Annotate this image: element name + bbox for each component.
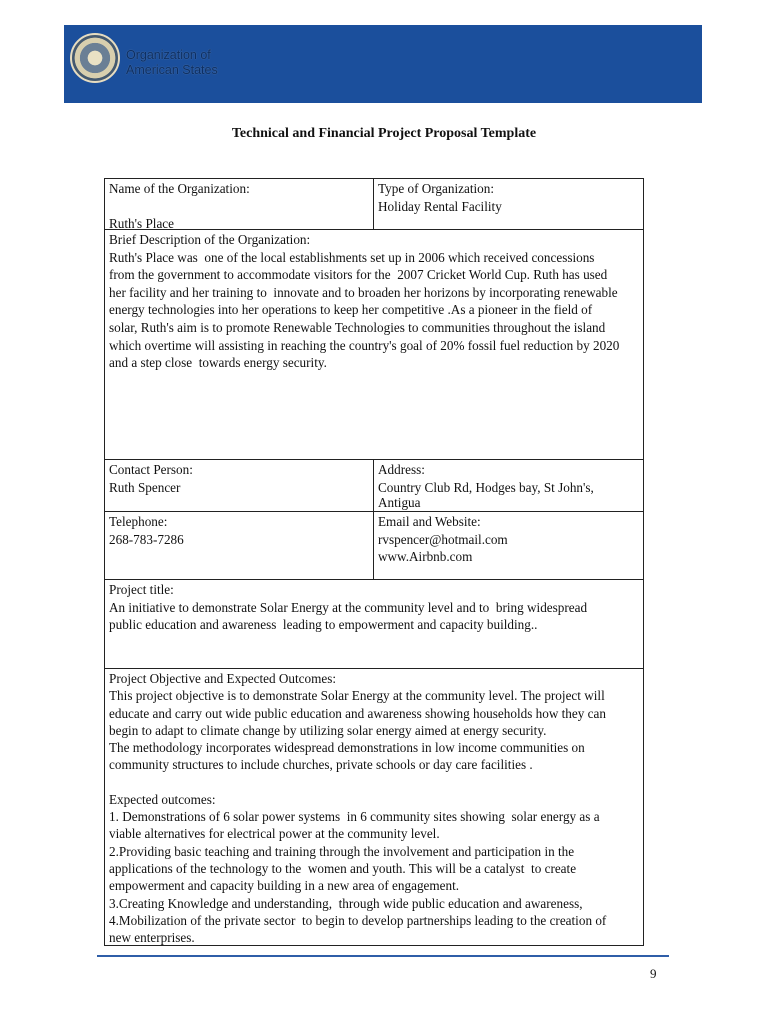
oas-seal-icon — [70, 33, 120, 83]
project-title-cell — [104, 579, 644, 669]
email-value: rvspencer@hotmail.com — [378, 531, 508, 547]
telephone-value: 268-783-7286 — [109, 531, 184, 547]
project-title-label: Project title: — [109, 582, 174, 597]
address-cell — [373, 459, 644, 512]
objective-label: Project Objective and Expected Outcomes: — [109, 671, 337, 686]
website-value: www.Airbnb.com — [378, 549, 473, 565]
telephone-label: Telephone: — [109, 514, 168, 529]
org-type-value: Holiday Rental Facility — [378, 198, 502, 214]
objective-line: This project objective is to demonstrate Solar Energy at the community level. The project will — [109, 688, 605, 704]
footer-divider — [97, 955, 669, 957]
org-name-cell — [104, 178, 374, 230]
objective-line: community structures to include churches, private schools or day care facilities . — [109, 757, 533, 773]
objective-line: 2.Providing basic teaching and training through the involvement and participation in the — [109, 843, 575, 859]
objective-line: viable alternatives for electrical power at the community level. — [109, 826, 440, 842]
org-type-label: Type of Organization: — [378, 181, 495, 196]
objective-line: 1. Demonstrations of 6 solar power systems in 6 community sites showing solar energy as a — [109, 809, 600, 825]
description-label: Brief Description of the Organization: — [109, 232, 311, 247]
objective-cell — [104, 668, 644, 946]
organization-logo-text — [126, 48, 218, 78]
objective-line: 3.Creating Knowledge and understanding, through wide public education and awareness, — [109, 895, 583, 911]
description-line: her facility and her training to innovate and to broaden her horizons by incorporating renewable — [109, 284, 618, 300]
address-line: Antigua — [378, 495, 421, 511]
objective-line: educate and carry out wide public education and awareness showing households how they can — [109, 705, 606, 721]
page-number: 9 — [650, 966, 657, 981]
description-line: solar, Ruth's aim is to promote Renewable Technologies to communities throughout the island — [109, 319, 606, 335]
telephone-cell — [104, 511, 374, 580]
contact-label: Contact Person: — [109, 462, 193, 477]
objective-line: The methodology incorporates widespread demonstrations in low income communities on — [109, 740, 585, 756]
objective-line: 4.Mobilization of the private sector to begin to develop partnerships leading to the creation of — [109, 912, 607, 928]
email-cell — [373, 511, 644, 580]
org-name-line1: Organization of — [126, 48, 211, 62]
objective-line: applications of the technology to the women and youth. This will be a catalyst to create — [109, 860, 577, 876]
project-title-line: An initiative to demonstrate Solar Energy at the community level and to bring widespread — [109, 599, 588, 615]
description-line: from the government to accommodate visitors for the 2007 Cricket World Cup. Ruth has used — [109, 267, 608, 283]
objective-line: new enterprises. — [109, 930, 195, 946]
email-label: Email and Website: — [378, 514, 481, 529]
description-line: which overtime will assisting in reaching the country's goal of 20% fossil fuel reduction by 2020 — [109, 337, 620, 353]
objective-line: begin to adapt to climate change by utilizing solar energy aimed at energy security. — [109, 722, 547, 738]
org-type-cell — [373, 178, 644, 230]
address-line: Country Club Rd, Hodges bay, St John's, — [378, 479, 594, 495]
description-line: Ruth's Place was one of the local establishments set up in 2006 which received concessions — [109, 249, 595, 265]
org-name-line2: American States — [126, 63, 218, 77]
objective-line — [109, 774, 639, 791]
address-label: Address: — [378, 462, 425, 477]
project-title-line: public education and awareness leading to empowerment and capacity building.. — [109, 617, 538, 633]
objective-line: Expected outcomes: — [109, 791, 216, 807]
header-banner — [64, 25, 702, 103]
contact-value: Ruth Spencer — [109, 479, 181, 495]
contact-cell — [104, 459, 374, 512]
description-line: energy technologies into her operations to keep her competitive .As a pioneer in the field of — [109, 302, 593, 318]
document-title: Technical and Financial Project Proposal Template — [231, 126, 537, 141]
objective-line: empowerment and capacity building in a new area of engagement. — [109, 878, 460, 894]
description-line: and a step close towards energy security. — [109, 355, 327, 371]
org-name-label: Name of the Organization: — [109, 181, 250, 196]
description-cell — [104, 229, 644, 460]
org-name-value: Ruth's Place — [109, 215, 175, 231]
